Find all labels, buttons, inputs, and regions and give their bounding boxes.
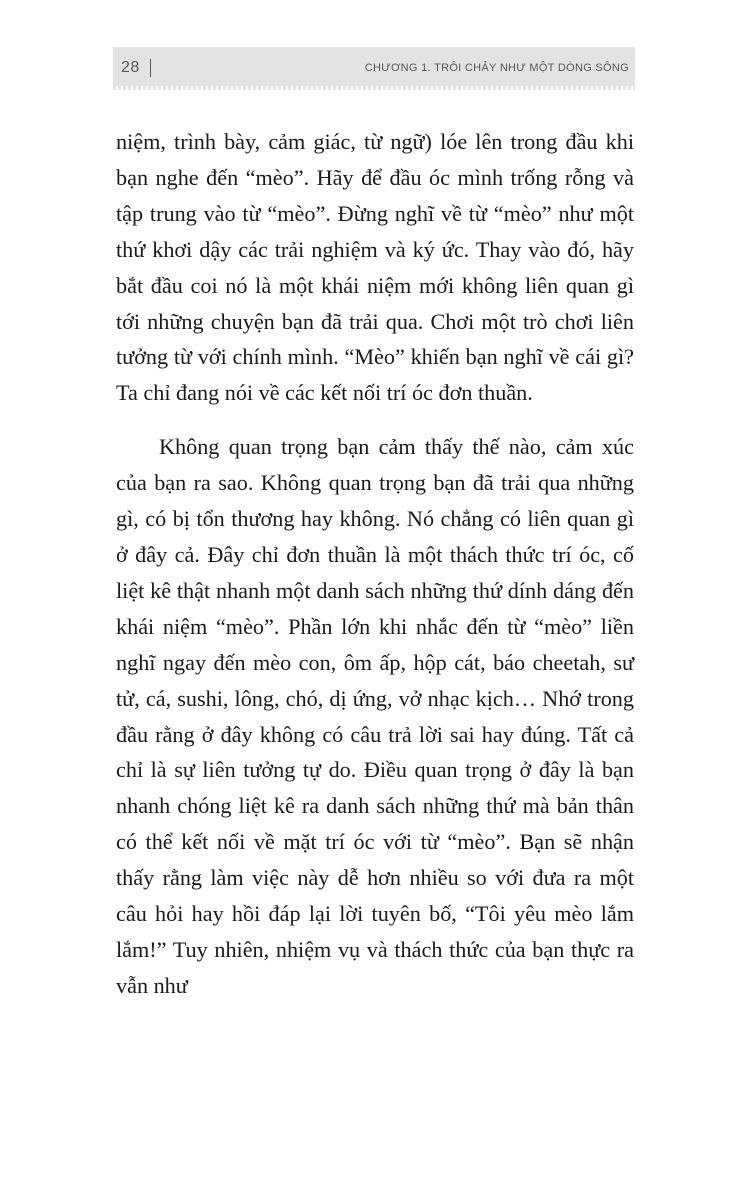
header-divider <box>150 59 151 77</box>
page-number: 28 <box>121 59 140 76</box>
chapter-title: CHƯƠNG 1. TRÔI CHẢY NHƯ MỘT DÒNG SÔNG <box>364 62 629 74</box>
body-text <box>116 124 634 1004</box>
paragraph: Không quan trọng bạn cảm thấy thế nào, cảm xúc của bạn ra sao. Không quan trọng bạn đã trải qua những gì, có bị tổn thương hay không. Nó chẳng có liên quan gì ở đây cả. Đây chỉ đơn thuần là một thách thức trí óc, cố liệt kê thật nhanh một danh sách những thứ dính dáng đến khái niệm “mèo”. Phần lớn khi nhắc đến từ “mèo” liền nghĩ ngay đến mèo con, ôm ấp, hộp cát, báo cheetah, sư tử, cá, sushi, lông, chó, dị ứng, vở nhạc kịch… Nhớ trong đầu rằng ở đây không có câu trả lời sai hay đúng. Tất cả chỉ là sự liên tưởng tự do. Điều quan trọng ở đây là bạn nhanh chóng liệt kê ra danh sách những thứ mà bản thân có thể kết nối về mặt trí óc với từ “mèo”. Bạn sẽ nhận thấy rằng làm việc này dễ hơn nhiều so với đưa ra một câu hỏi hay hồi đáp lại lời tuyên bố, “Tôi yêu mèo lắm lắm!” Tuy nhiên, nhiệm vụ và thách thức của bạn thực ra vẫn như <box>116 434 634 998</box>
paragraph-continued: niệm, trình bày, cảm giác, từ ngữ) lóe lên trong đầu khi bạn nghe đến “mèo”. Hãy để đầu óc mình trống rỗng và tập trung vào từ “mèo”. Đừng nghĩ về từ “mèo” như một thứ khơi dậy các trải nghiệm và ký ức. Thay vào đó, hãy bắt đầu coi nó là một khái niệm mới không liên quan gì tới những chuyện bạn đã trải qua. Chơi một trò chơi liên tưởng từ với chính mình. “Mèo” khiến bạn nghĩ về cái gì? Ta chỉ đang nói về các kết nối trí óc đơn thuần. <box>116 129 634 406</box>
page-number-group <box>121 59 151 77</box>
running-header <box>113 47 635 89</box>
